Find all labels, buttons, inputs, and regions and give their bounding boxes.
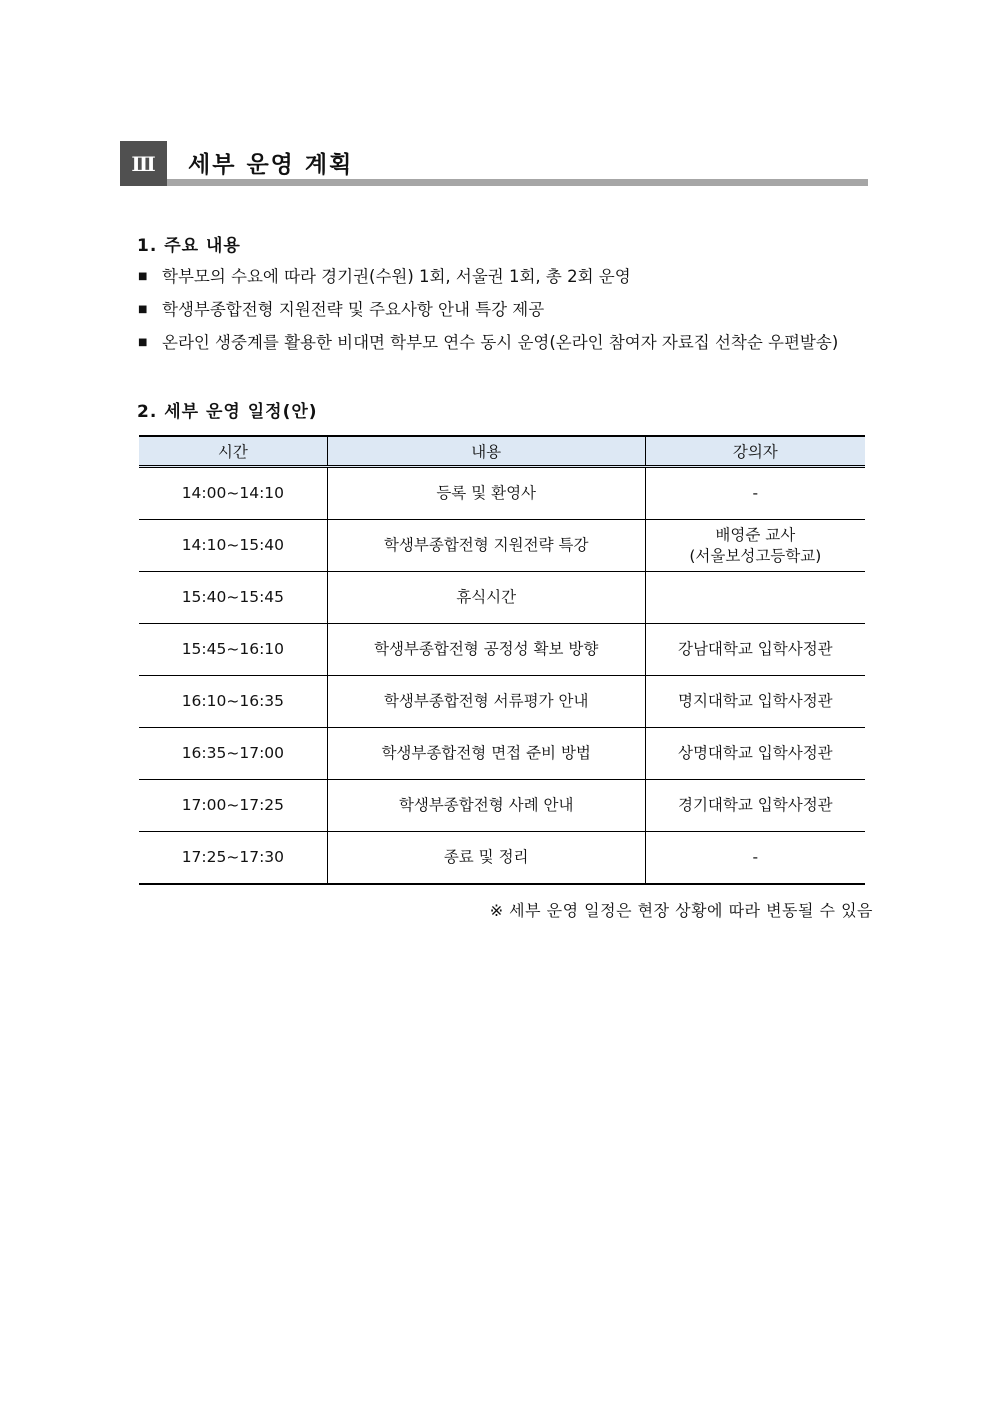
header-underline [167,179,868,186]
list-item [138,330,898,363]
lecturer-cell: 명지대학교 입학사정관 [645,676,865,728]
square-bullet-icon: ■ [138,337,148,348]
list-item [138,264,898,297]
column-header-time: 시간 [139,436,327,467]
content-cell: 학생부종합전형 사례 안내 [327,780,645,832]
time-cell: 15:45~16:10 [139,624,327,676]
lecturer-cell [645,572,865,624]
content-cell: 학생부종합전형 서류평가 안내 [327,676,645,728]
schedule-heading: 2. 세부 운영 일정(안) [137,402,318,422]
lecturer-cell: 경기대학교 입학사정관 [645,780,865,832]
content-cell: 종료 및 정리 [327,832,645,885]
time-cell: 17:00~17:25 [139,780,327,832]
lecturer-name: 배영준 교사 [715,525,796,544]
table-row [139,467,865,520]
content-cell: 학생부종합전형 면접 준비 방법 [327,728,645,780]
schedule-note: ※ 세부 운영 일정은 현장 상황에 따라 변동될 수 있음 [489,901,873,920]
section-header [120,141,868,187]
content-cell: 휴식시간 [327,572,645,624]
lecturer-cell: - [645,832,865,885]
list-item-text: 온라인 생중계를 활용한 비대면 학부모 연수 동시 운영(온라인 참여자 자료집 선착순 우편발송) [162,333,839,352]
time-cell: 16:35~17:00 [139,728,327,780]
section-number-badge: Ⅲ [120,141,167,186]
list-item-text: 학부모의 수요에 따라 경기권(수원) 1회, 서울권 1회, 총 2회 운영 [162,267,631,286]
column-header-content: 내용 [327,436,645,467]
schedule-table [139,435,865,885]
lecturer-cell [645,520,865,572]
square-bullet-icon: ■ [138,304,148,315]
time-cell: 14:10~15:40 [139,520,327,572]
table-row [139,832,865,885]
content-cell: 학생부종합전형 지원전략 특강 [327,520,645,572]
square-bullet-icon: ■ [138,271,148,282]
table-header-row [139,436,865,467]
time-cell: 17:25~17:30 [139,832,327,885]
column-header-lecturer: 강의자 [645,436,865,467]
lecturer-cell: 강남대학교 입학사정관 [645,624,865,676]
lecturer-cell: 상명대학교 입학사정관 [645,728,865,780]
table-row [139,520,865,572]
time-cell: 15:40~15:45 [139,572,327,624]
table-row [139,676,865,728]
lecturer-cell: - [645,467,865,520]
lecturer-affiliation: (서울보성고등학교) [689,546,822,565]
table-row [139,572,865,624]
list-item [138,297,898,330]
section-title: 세부 운영 계획 [188,152,354,178]
content-cell: 등록 및 환영사 [327,467,645,520]
time-cell: 16:10~16:35 [139,676,327,728]
list-item-text: 학생부종합전형 지원전략 및 주요사항 안내 특강 제공 [162,300,545,319]
table-row [139,780,865,832]
main-content-list [138,264,898,363]
table-row [139,624,865,676]
table-row [139,728,865,780]
content-cell: 학생부종합전형 공정성 확보 방향 [327,624,645,676]
main-content-heading: 1. 주요 내용 [137,236,241,256]
time-cell: 14:00~14:10 [139,467,327,520]
